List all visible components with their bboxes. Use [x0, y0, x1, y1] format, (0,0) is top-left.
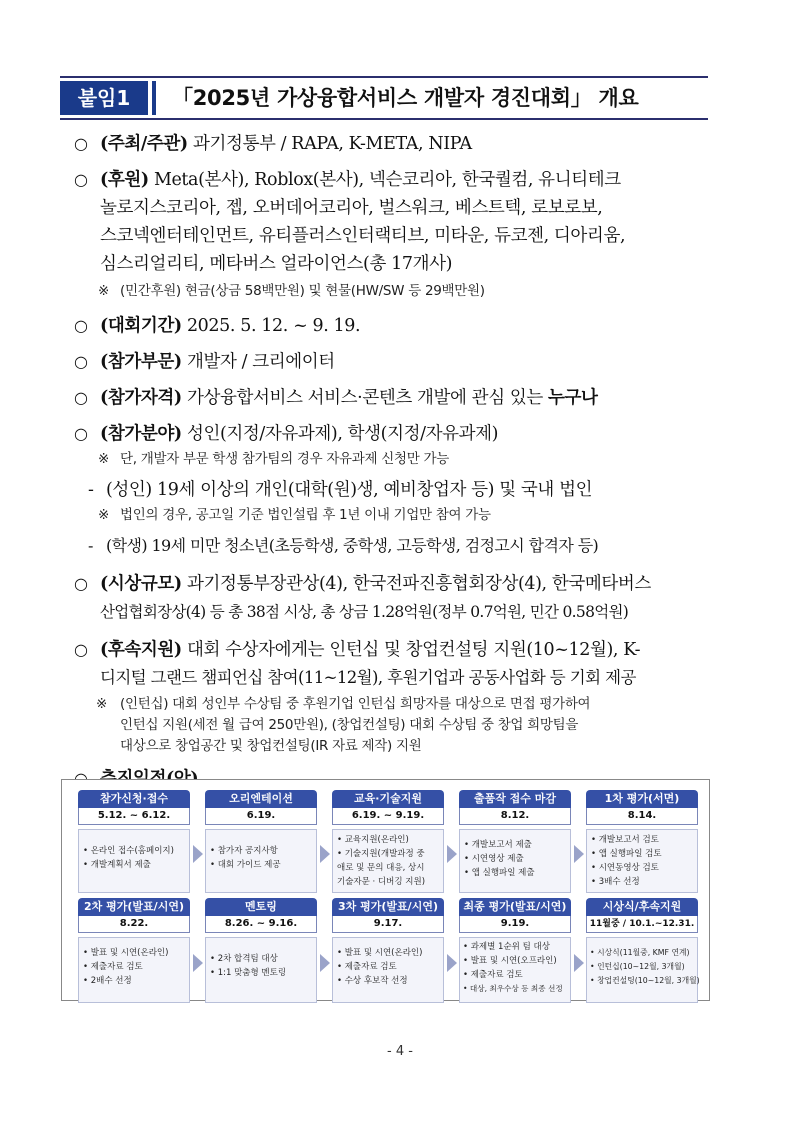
support-note-line-3: 대상으로 창업공간 및 창업컨설팅(IR 자료 제작) 지원 [120, 738, 422, 754]
support-line-1: 대회 수상자에게는 인턴십 및 창업컨설팅 지원(10~12월), K- [186, 640, 641, 660]
schedule-step-title: 3차 평가(발표/시연) [332, 898, 444, 916]
award-line-2: 산업협회장상(4) 등 총 38점 시상, 총 상금 1.28억원(정부 0.7억원, 민간 0.58억원) [100, 603, 629, 621]
schedule-step-details [205, 937, 317, 1003]
schedule-step-date: 6.19. ~ 9.19. [332, 808, 444, 825]
schedule-step-title: 참가신청·접수 [78, 790, 190, 808]
sponsor-line-2: 놀로지스코리아, 젭, 오버데어코리아, 벌스워크, 베스트텍, 로보로보, [100, 198, 603, 218]
schedule-step-9 [459, 898, 571, 1003]
adult-line: - (성인) 19세 이상의 개인(대학(원)생, 예비창업자 등) 및 국내 법인 [88, 480, 593, 500]
schedule-step-detail-line: • 제출자료 검토 [337, 962, 397, 972]
schedule-step-detail-line: • 개발계획서 제출 [83, 860, 151, 870]
period-text: 2025. 5. 12. ~ 9. 19. [186, 316, 361, 336]
schedule-step-4 [459, 790, 571, 893]
schedule-step-title: 오리엔테이션 [205, 790, 317, 808]
overview-content [74, 128, 724, 793]
schedule-step-5 [586, 790, 698, 893]
schedule-step-detail-line: • 대회 가이드 제공 [210, 860, 281, 870]
schedule-step-detail-line: • 2배수 선정 [83, 976, 132, 986]
schedule-step-1 [78, 790, 190, 893]
schedule-step-details [205, 829, 317, 893]
support-label: (후속지원) [100, 640, 182, 660]
sponsor-line-3: 스코넥엔터테인먼트, 유티플러스인터랙티브, 미타운, 듀코젠, 디아리움, [100, 226, 626, 246]
period-item [74, 312, 724, 340]
arrow-icon [320, 845, 330, 863]
schedule-step-detail-line: • 개발보고서 제출 [464, 840, 532, 850]
schedule-diagram [61, 779, 710, 1001]
schedule-step-detail-line: • 기술지원(개발과정 중 [337, 849, 425, 859]
schedule-step-detail-line: • 과제별 1순위 팀 대상 [463, 942, 550, 952]
schedule-step-detail-line: 기술자문 · 디버깅 지원) [337, 877, 426, 887]
schedule-step-details [78, 829, 190, 893]
schedule-step-title: 시상식/후속지원 [586, 898, 698, 916]
schedule-step-detail-line: • 앱 실행파일 제출 [464, 868, 535, 878]
attachment-tag: 붙임1 [60, 81, 148, 115]
header-top-rule [60, 76, 708, 78]
attachment-tag-bar [152, 81, 156, 115]
schedule-step-3 [332, 790, 444, 893]
bullet-icon: ○ [74, 170, 88, 189]
schedule-step-detail-line: • 발표 및 시연(온라인) [83, 948, 169, 958]
schedule-step-detail-line: • 수상 후보작 선정 [337, 976, 408, 986]
period-label: (대회기간) [100, 316, 182, 336]
bullet-icon: ○ [74, 316, 88, 335]
schedule-step-2 [205, 790, 317, 893]
sponsor-note-text: (민간후원) 현금(상금 58백만원) 및 현물(HW/SW 등 29백만원) [120, 283, 485, 299]
schedule-step-8 [332, 898, 444, 1003]
qualification-item [74, 384, 724, 412]
note-icon: ※ [98, 451, 110, 467]
arrow-icon [574, 954, 584, 972]
schedule-step-detail-line: • 1:1 맞춤형 멘토링 [210, 968, 287, 978]
support-item [74, 636, 724, 692]
support-note-line-1: (인턴십) 대회 성인부 수상팀 중 후원기업 인턴십 희망자를 대상으로 면접 평가하여 [120, 696, 591, 712]
sponsor-line-4: 심스리얼리티, 메타버스 얼라이언스(총 17개사) [100, 254, 453, 274]
page-title: 「2025년 가상융합서비스 개발자 경진대회」 개요 [172, 86, 639, 110]
schedule-step-title: 2차 평가(발표/시연) [78, 898, 190, 916]
division-label: (참가부문) [100, 352, 182, 372]
bullet-icon: ○ [74, 574, 88, 593]
schedule-step-detail-line: • 2차 합격팀 대상 [210, 954, 278, 964]
field-note [74, 448, 724, 470]
schedule-step-detail-line: • 3배수 선정 [591, 877, 640, 887]
schedule-step-detail-line: 애로 및 문의 대응, 상시 [337, 863, 425, 873]
schedule-step-date: 8.22. [78, 916, 190, 933]
schedule-step-details [459, 937, 571, 1003]
schedule-step-detail-line: • 시연영상 제출 [464, 854, 524, 864]
schedule-step-title: 멘토링 [205, 898, 317, 916]
student-line: - (학생) 19세 미만 청소년(초등학생, 중학생, 고등학생, 검정고시 합격자 등) [88, 536, 599, 555]
field-item [74, 420, 724, 448]
schedule-step-detail-line: • 참가자 공지사항 [210, 846, 278, 856]
field-label: (참가분야) [100, 424, 182, 444]
division-item [74, 348, 724, 376]
schedule-step-detail-line: • 대상, 최우수상 등 최종 선정 [463, 984, 563, 993]
award-item [74, 570, 724, 626]
schedule-step-detail-line: • 제출자료 검토 [83, 962, 143, 972]
schedule-step-title: 출품작 접수 마감 [459, 790, 571, 808]
schedule-step-date: 9.17. [332, 916, 444, 933]
host-item [74, 130, 724, 158]
schedule-step-detail-line: • 발표 및 시연(온라인) [337, 948, 423, 958]
note-icon: ※ [98, 507, 110, 523]
header-bottom-rule [60, 118, 708, 120]
arrow-icon [574, 845, 584, 863]
section-header [60, 76, 708, 120]
schedule-step-6 [78, 898, 190, 1003]
arrow-icon [193, 954, 203, 972]
schedule-step-title: 최종 평가(발표/시연) [459, 898, 571, 916]
schedule-step-date: 5.12. ~ 6.12. [78, 808, 190, 825]
schedule-step-detail-line: • 교육지원(온라인) [337, 835, 409, 845]
schedule-step-date: 11월중 / 10.1.~12.31. [586, 916, 698, 933]
arrow-icon [193, 845, 203, 863]
sponsor-note [74, 280, 724, 302]
qualification-emphasis: 누구나 [548, 388, 598, 408]
schedule-step-detail-line: • 시연동영상 검토 [591, 863, 659, 873]
schedule-step-detail-line: • 인턴십(10~12월, 3개월) [590, 962, 685, 971]
qualification-text: 가상융합서비스 서비스·콘텐츠 개발에 관심 있는 [186, 388, 543, 408]
qualification-label: (참가자격) [100, 388, 182, 408]
sponsor-label: (후원) [100, 170, 149, 190]
arrow-icon [447, 954, 457, 972]
bullet-icon: ○ [74, 352, 88, 371]
note-icon: ※ [98, 283, 110, 299]
adult-text: (성인) 19세 이상의 개인(대학(원)생, 예비창업자 등) 및 국내 법인 [106, 480, 593, 500]
schedule-step-date: 8.14. [586, 808, 698, 825]
schedule-step-7 [205, 898, 317, 1003]
adult-note [74, 504, 724, 526]
arrow-icon [320, 954, 330, 972]
bullet-icon: ○ [74, 134, 88, 153]
field-text: 성인(지정/자유과제), 학생(지정/자유과제) [186, 424, 499, 444]
arrow-icon [447, 845, 457, 863]
schedule-step-detail-line: • 창업컨설팅(10~12월, 3개월) [590, 976, 700, 985]
support-line-2: 디지털 그랜드 챔피언십 참여(11~12월), 후원기업과 공동사업화 등 기회 제공 [100, 668, 636, 687]
adult-note-text: 법인의 경우, 공고일 기준 법인설립 후 1년 이내 기업만 참여 가능 [120, 507, 491, 523]
schedule-step-date: 6.19. [205, 808, 317, 825]
schedule-step-details [586, 829, 698, 893]
note-icon: ※ [96, 696, 108, 712]
schedule-step-detail-line: • 개발보고서 검토 [591, 835, 659, 845]
award-line-1: 과기정통부장관상(4), 한국전파진흥협회장상(4), 한국메타버스 [186, 574, 651, 594]
host-text: 과기정통부 / RAPA, K-META, NIPA [192, 134, 472, 154]
schedule-step-date: 8.12. [459, 808, 571, 825]
bullet-icon: ○ [74, 388, 88, 407]
schedule-step-title: 교육·기술지원 [332, 790, 444, 808]
schedule-step-10 [586, 898, 698, 1003]
support-note-line-2: 인턴십 지원(세전 월 급여 250만원), (창업컨설팅) 대회 수상팀 중 창업 희망팀을 [120, 717, 579, 733]
bullet-icon: ○ [74, 640, 88, 659]
schedule-step-detail-line: • 시상식(11월중, KMF 연계) [590, 948, 690, 957]
page-number: - 4 - [387, 1044, 413, 1059]
schedule-step-details [78, 937, 190, 1003]
sponsor-line-1: Meta(본사), Roblox(본사), 넥슨코리아, 한국퀄컴, 유니티테크 [153, 170, 621, 190]
bullet-icon: ○ [74, 424, 88, 443]
schedule-step-detail-line: • 앱 실행파일 검토 [591, 849, 662, 859]
schedule-step-details [586, 937, 698, 1003]
schedule-step-title: 1차 평가(서면) [586, 790, 698, 808]
schedule-step-date: 9.19. [459, 916, 571, 933]
host-label: (주최/주관) [100, 134, 188, 154]
award-label: (시상규모) [100, 574, 182, 594]
schedule-step-details [332, 829, 444, 893]
sponsor-item [74, 166, 724, 278]
schedule-step-detail-line: • 온라인 접수(홈페이지) [83, 846, 174, 856]
student-text: (학생) 19세 미만 청소년(초등학생, 중학생, 고등학생, 검정고시 합격자 등) [106, 536, 599, 555]
division-text: 개발자 / 크리에이터 [186, 352, 335, 372]
schedule-step-details [459, 829, 571, 893]
schedule-step-details [332, 937, 444, 1003]
field-note-text: 단, 개발자 부문 학생 참가팀의 경우 자유과제 신청만 가능 [120, 451, 449, 467]
support-note [74, 694, 724, 757]
schedule-step-date: 8.26. ~ 9.16. [205, 916, 317, 933]
schedule-step-detail-line: • 발표 및 시연(오프라인) [463, 956, 557, 966]
schedule-step-detail-line: • 제출자료 검토 [463, 970, 523, 980]
